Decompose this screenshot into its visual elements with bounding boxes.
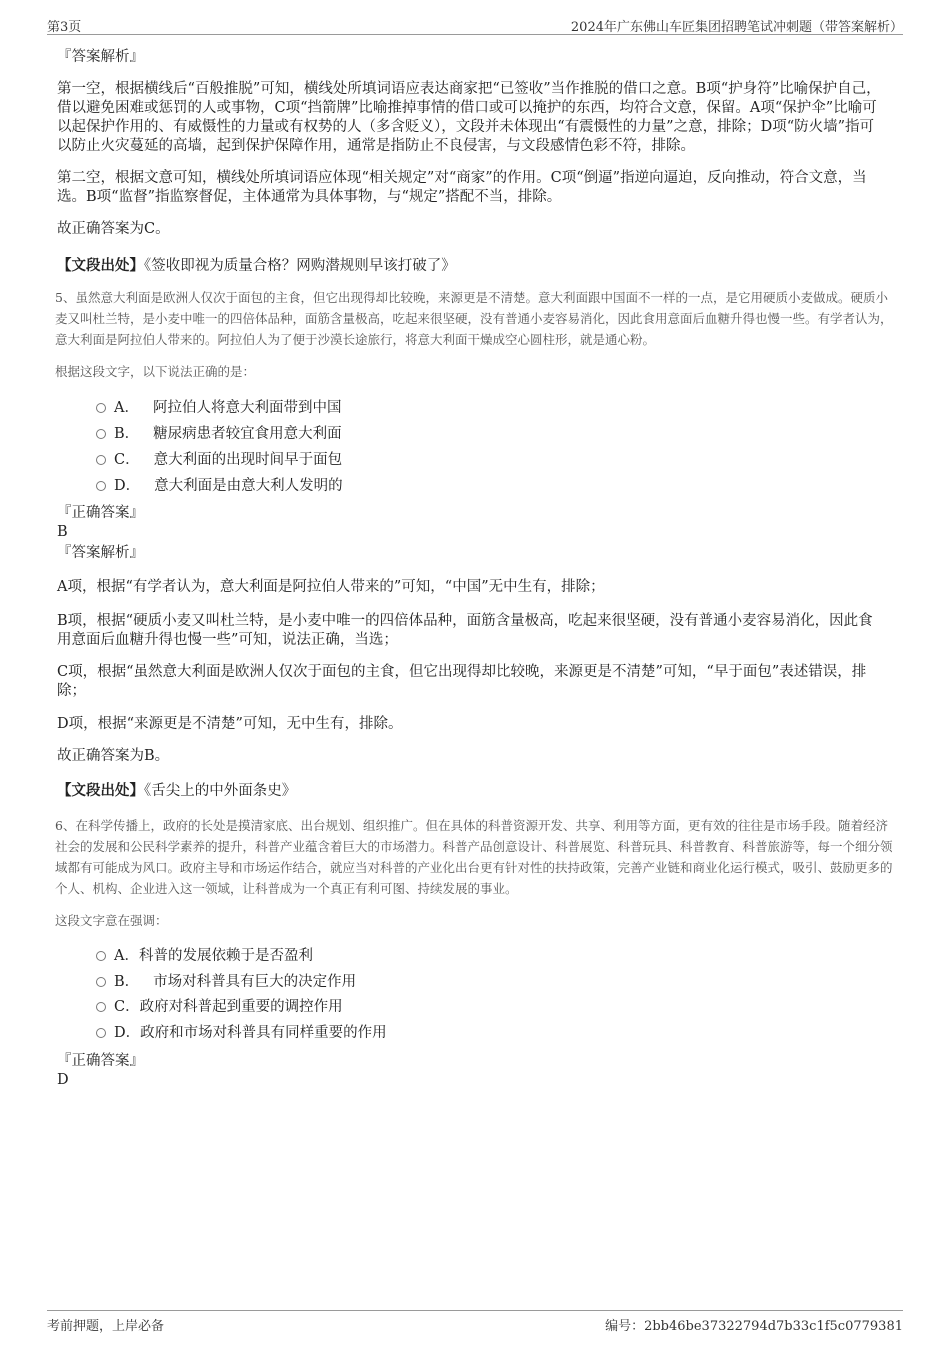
page-header [47, 14, 903, 35]
q5-answer: B [57, 524, 68, 540]
option-key: D． [114, 478, 141, 494]
option-key: A． [114, 948, 139, 964]
q4-source-label: 【文段出处】 [57, 257, 144, 274]
q5-option-a[interactable] [96, 398, 341, 418]
option-text: 意大利面是由意大利人发明的 [154, 478, 343, 494]
radio-icon[interactable] [96, 951, 106, 961]
option-text: 市场对科普具有巨大的决定作用 [153, 974, 357, 990]
option-text: 科普的发展依赖于是否盈利 [138, 948, 313, 964]
q5-analysis-c: C项，根据“虽然意大利面是欧洲人仅次于面包的主食，但它出现得却比较晚，来源更是不清楚”可知，“早于面包”表述错误，排除； [57, 664, 867, 699]
radio-icon[interactable] [96, 481, 106, 491]
radio-icon[interactable] [96, 1002, 106, 1012]
radio-icon[interactable] [96, 455, 106, 465]
q6-option-b[interactable] [96, 972, 356, 992]
q5-conclusion: 故正确答案为B。 [57, 748, 170, 764]
radio-icon[interactable] [96, 1028, 106, 1038]
q6-option-a[interactable] [96, 946, 313, 966]
option-text: 糖尿病患者较宜食用意大利面 [153, 426, 342, 442]
q5-analysis-b: B项，根据“硬质小麦又叫杜兰特，是小麦中唯一的四倍体品种，面筋含量极高，吃起来很坚硬，没有普通小麦容易消化，因此食用意面后血糖升得也慢一些”可知，说法正确，当选； [57, 613, 873, 648]
option-text: 阿拉伯人将意大利面带到中国 [152, 400, 342, 416]
q5-source-label: 【文段出处】 [57, 782, 144, 799]
q5-stem: 5、虽然意大利面是欧洲人仅次于面包的主食，但它出现得却比较晚，来源更是不清楚。意大利面跟中国面不一样的一点，是它用硬质小麦做成。硬质小麦又叫杜兰特，是小麦中唯一的四倍体品种，面筋含量极高，吃起来很坚硬，没有普通小麦容易消化，因此食用意面后血糖升得也慢一些。有学者认为，意大利面是阿拉伯人带来的。阿拉伯人为了便于沙漠长途旅行，将意大利面干燥成空心圆柱形，就是通心粉。 [55, 290, 893, 347]
option-key: B． [114, 974, 140, 990]
q5-analysis-d: D项，根据“来源更是不清楚”可知，无中生有，排除。 [57, 716, 403, 732]
q6-answer-label: 『正确答案』 [57, 1053, 144, 1069]
q6-prompt: 这段文字意在强调： [55, 913, 168, 928]
q5-analysis-label: 『答案解析』 [57, 545, 144, 561]
q5-answer-label: 『正确答案』 [57, 505, 144, 521]
q4-analysis-label: 『答案解析』 [57, 49, 144, 65]
option-text: 政府对科普起到重要的调控作用 [139, 999, 343, 1015]
q6-answer: D [57, 1072, 69, 1088]
option-text: 政府和市场对科普具有同样重要的作用 [140, 1025, 387, 1041]
q5-option-c[interactable] [96, 450, 342, 470]
q5-source [57, 781, 887, 801]
option-text: 意大利面的出现时间早于面包 [153, 452, 343, 468]
option-key: D． [114, 1025, 141, 1041]
option-key: C． [114, 999, 140, 1015]
page-number: 第3页 [47, 20, 82, 35]
q4-analysis-p2: 第二空，根据文意可知，横线处所填词语应体现“相关规定”对“商家”的作用。C项“倒逼”指逆向逼迫，反向推动，符合文意，当选。B项“监督”指监察督促，主体通常为具体事物，与“规定”搭配不当，排除。 [57, 170, 867, 205]
q6-option-c[interactable] [96, 997, 343, 1017]
radio-icon[interactable] [96, 977, 106, 987]
option-key: B． [114, 426, 140, 442]
option-key: A． [114, 400, 139, 416]
q5-option-d[interactable] [96, 476, 343, 496]
q6-stem: 6、在科学传播上，政府的长处是摸清家底、出台规划、组织推广。但在具体的科普资源开发、共享、利用等方面，更有效的往往是市场手段。随着经济社会的发展和公民科学素养的提升，科普产业蕴含着巨大的市场潜力。科普产品创意设计、科普展览、科普玩具、科普教育、科普旅游等，每一个细分领域都有可能成为风口。政府主导和市场运作结合，就应当对科普的产业化出台更有针对性的扶持政策，完善产业链和商业化运行模式，吸引、鼓励更多的个人、机构、企业进入这一领域，让科普成为一个真正有利可图、持续发展的事业。 [55, 818, 893, 896]
q4-analysis-p1: 第一空，根据横线后“百般推脱”可知，横线处所填词语应表达商家把“已签收”当作推脱的借口之意。B项“护身符”比喻保护自己，借以避免困难或惩罚的人或事物，C项“挡箭牌”比喻推掉事情的借口或可以掩护的东西，均符合文意，保留。A项“保护伞”比喻可以起保护作用的、有威慑性的力量或有权势的人（多含贬义），文段并未体现出“有震慑性的力量”之意，排除；D项“防火墙”指可以防止火灾蔓延的高墙，起到保护保障作用，通常是指防止不良侵害，与文段感情色彩不符，排除。 [57, 81, 881, 154]
radio-icon[interactable] [96, 403, 106, 413]
q4-conclusion: 故正确答案为C。 [57, 221, 170, 237]
option-key: C． [114, 452, 140, 468]
radio-icon[interactable] [96, 429, 106, 439]
q5-analysis-a: A项，根据“有学者认为，意大利面是阿拉伯人带来的”可知，“中国”无中生有，排除； [57, 579, 605, 595]
q5-prompt: 根据这段文字，以下说法正确的是： [55, 364, 256, 379]
document-title: 2024年广东佛山车匠集团招聘笔试冲刺题（带答案解析） [570, 20, 903, 35]
q5-option-b[interactable] [96, 424, 342, 444]
q6-option-d[interactable] [96, 1023, 387, 1043]
q4-source-title: 《签收即视为质量合格？网购潜规则早该打破了》 [144, 258, 456, 274]
footer-slogan: 考前押题，上岸必备 [47, 1319, 165, 1334]
q4-source [57, 256, 887, 276]
q5-source-title: 《舌尖上的中外面条史》 [144, 783, 297, 799]
page-footer [47, 1310, 903, 1333]
document-code: 编号：2bb46be37322794d7b33c1f5c0779381 [605, 1319, 903, 1334]
